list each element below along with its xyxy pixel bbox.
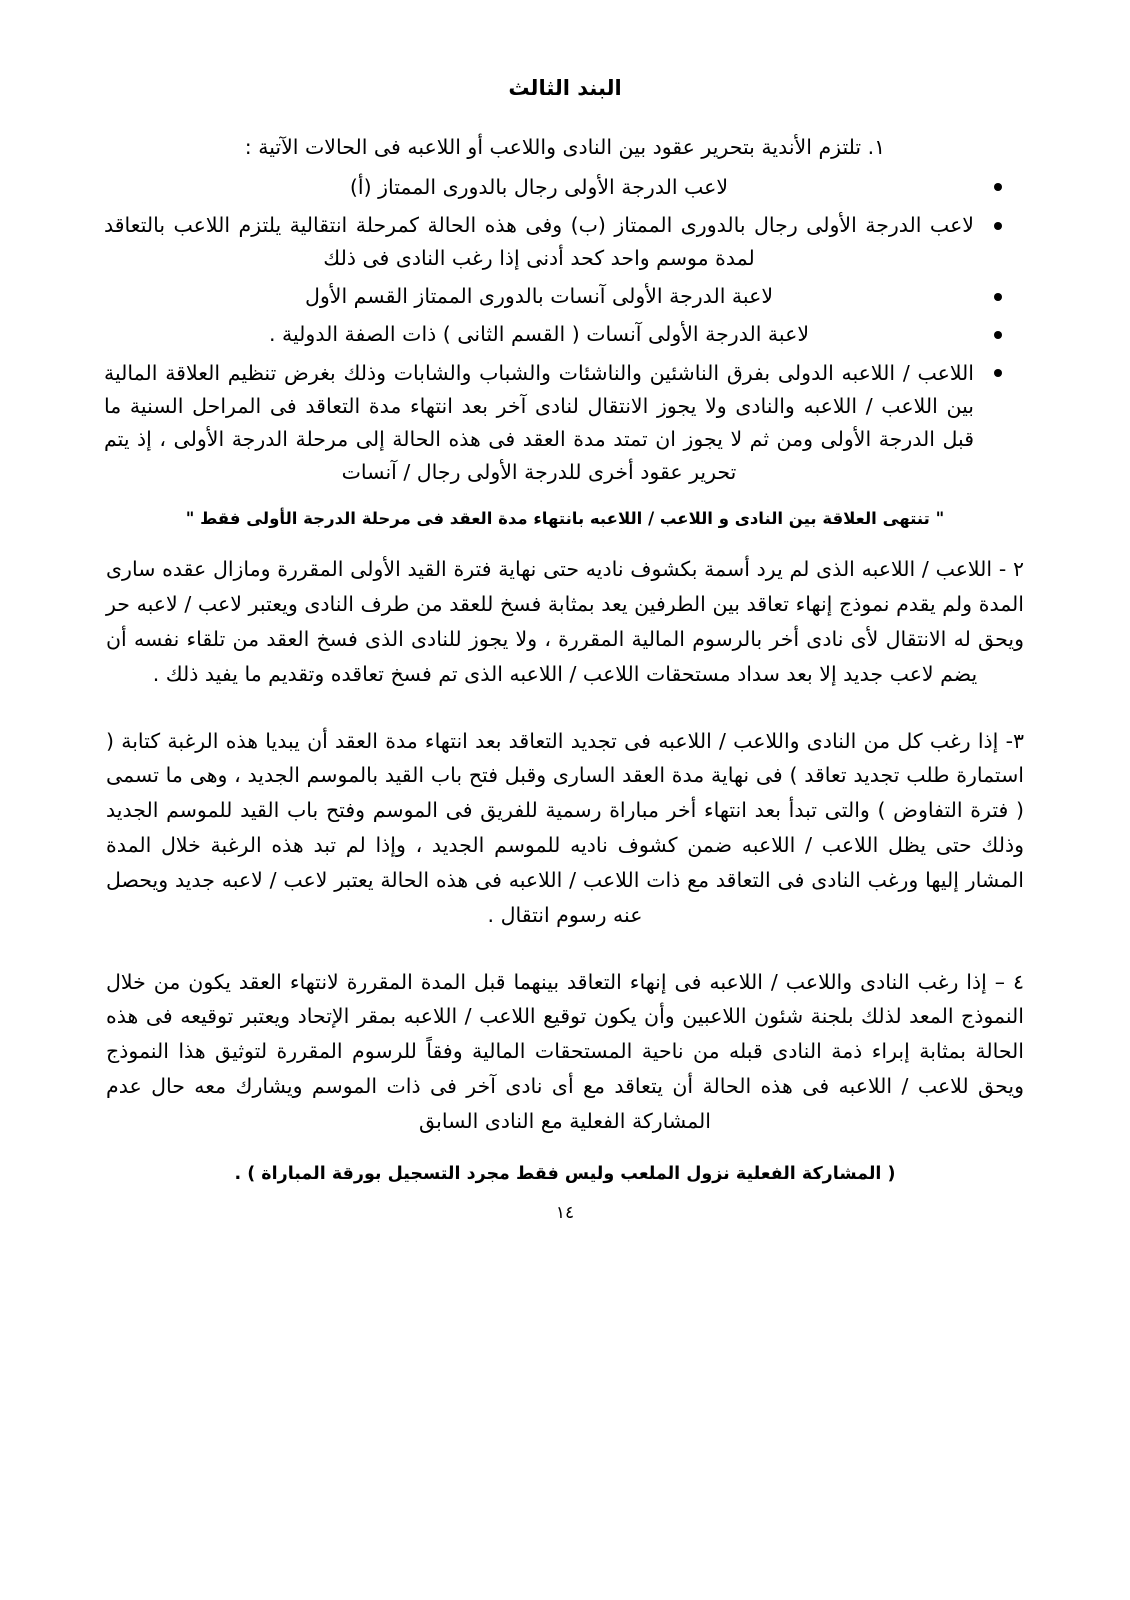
paragraph-spacer <box>96 714 1034 724</box>
bullet-dot-icon <box>994 369 1002 377</box>
highlighted-quote: " تنتهى العلاقة بين النادى و اللاعب / اللاعبه بانتهاء مدة العقد فى مرحلة الدرجة الأولى فقط " <box>185 509 945 529</box>
paragraph-spacer <box>96 955 1034 965</box>
list-item <box>104 280 1008 313</box>
clause-4-paragraph: ٤ – إذا رغب النادى واللاعب / اللاعبه فى إنهاء التعاقد بينهما قبل المدة المقررة لانتهاء العقد يكون من خلال النموذج المعد لذلك بلجنة شئون اللاعبين وأن يكون توقيع اللاعب / اللاعبه بمقر الإتحاد ويعتبر توقيعه فى هذه الحالة بمثابة إبراء ذمة النادى قبله من ناحية المستحقات المالية وفقاً للرسوم المقررة لتوثيق هذا النموذج ويحق للاعب / اللاعبه فى هذه الحالة أن يتعاقد مع أى نادى آخر فى ذات الموسم ويشارك معه حال عدم المشاركة الفعلية مع النادى السابق <box>106 969 1024 1133</box>
clause-4-closing-note: ( المشاركة الفعلية نزول الملعب وليس فقط مجرد التسجيل بورقة المباراة ) . <box>234 1163 896 1184</box>
list-item <box>104 318 1008 351</box>
clause-1-bullet-list <box>96 171 1034 490</box>
clause-3-paragraph: ٣- إذا رغب كل من النادى واللاعب / اللاعبه فى تجديد التعاقد بعد انتهاء مدة العقد أن يبديا هذه الرغبة كتابة ( استمارة طلب تجديد تعاقد ) فى نهاية مدة العقد السارى وقبل فتح باب القيد بالموسم الجديد ، وهى ما تسمى ( فترة التفاوض ) والتى تبدأ بعد انتهاء أخر مباراة رسمية للفريق فى الموسم وفتح باب القيد للموسم الجديد وذلك حتى يظل اللاعب / اللاعبه ضمن كشوف ناديه للموسم الجديد ، وإذا لم تبد هذه الرغبة خلال المدة المشار إليها ورغب النادى فى التعاقد مع ذات اللاعب / اللاعبه فى هذه الحالة يعتبر لاعب / لاعبه جديد ويحصل عنه رسوم انتقال . <box>106 728 1024 927</box>
list-item-text: لاعب الدرجة الأولى رجال بالدورى الممتاز (أ) <box>349 174 729 199</box>
page-number: ١٤ <box>555 1203 575 1224</box>
list-item <box>104 209 1008 275</box>
bullet-dot-icon <box>994 222 1002 230</box>
list-item <box>104 171 1008 204</box>
bullet-dot-icon <box>994 331 1002 339</box>
list-item-text: اللاعب / اللاعبه الدولى بفرق الناشئين والناشئات والشباب والشابات وذلك بغرض تنظيم العلاقة المالية بين اللاعب / اللاعبه والنادى ولا يجوز الانتقال لنادى آخر بعد انتهاء مدة التعاقد فى المراحل السنية ما قبل الدرجة الأولى ومن ثم لا يجوز ان تمتد مدة العقد فى هذه الحالة إلى مرحلة الدرجة الأولى ، إذ يتم تحرير عقود أخرى للدرجة الأولى رجال / آنسات <box>104 360 974 485</box>
clause-1-intro: ١. تلتزم الأندية بتحرير عقود بين النادى واللاعب أو اللاعبه فى الحالات الآتية : <box>244 135 886 160</box>
list-item-text: لاعبة الدرجة الأولى آنسات ( القسم الثانى ) ذات الصفة الدولية . <box>268 322 810 347</box>
list-item <box>104 357 1008 490</box>
bullet-dot-icon <box>994 183 1002 191</box>
clause-2-paragraph: ٢ - اللاعب / اللاعبه الذى لم يرد أسمة بكشوف ناديه حتى نهاية فترة القيد الأولى المقررة ومازال عقده سارى المدة ولم يقدم نموذج إنهاء تعاقد بين الطرفين يعد بمثابة فسخ للعقد من طرف النادى ويعتبر لاعب / لاعبه حر ويحق له الانتقال لأى نادى أخر بالرسوم المالية المقررة ، ولا يجوز للنادى الذى فسخ العقد من تلقاء نفسه أن يضم لاعب جديد إلا بعد سداد مستحقات اللاعب / اللاعبه الذى تم فسخ تعاقده وتقديم ما يفيد ذلك . <box>106 557 1024 686</box>
page-title: البند الثالث <box>508 76 622 100</box>
bullet-dot-icon <box>994 293 1002 301</box>
list-item-text: لاعب الدرجة الأولى رجال بالدورى الممتاز (ب) وفى هذه الحالة كمرحلة انتقالية يلتزم اللاعب بالتعاقد لمدة موسم واحد كحد أدنى إذا رغب النادى فى ذلك <box>104 212 974 270</box>
list-item-text: لاعبة الدرجة الأولى آنسات بالدورى الممتاز القسم الأول <box>304 284 774 309</box>
